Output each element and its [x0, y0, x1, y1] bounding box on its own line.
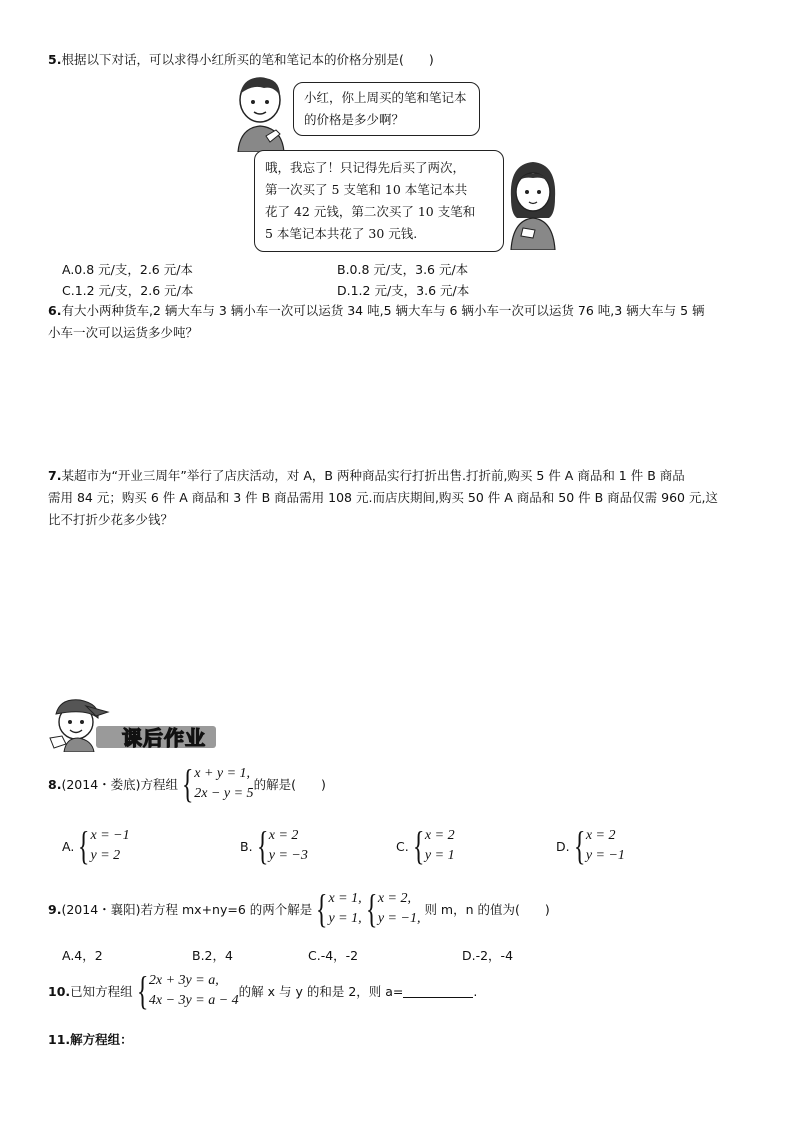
question-6 [48, 301, 705, 319]
period: . [473, 983, 478, 999]
equation: 4x − 3y = a − 4 [148, 993, 239, 1008]
equation: y = −1, [377, 911, 421, 926]
question-number: 9. [48, 901, 62, 917]
question-text: 的解是( ) [253, 777, 326, 792]
bubble-line: 的价格是多少啊？ [304, 112, 405, 127]
boy-speech-bubble [293, 82, 480, 136]
question-number: 7. [48, 468, 62, 483]
option-d[interactable]: D.-2，-4 [462, 948, 514, 963]
brace-icon: { [316, 886, 328, 931]
option-d[interactable] [556, 823, 625, 868]
brace-icon: { [365, 886, 378, 931]
brace-icon: { [573, 823, 585, 868]
option-c[interactable]: C.1.2 元/支，2.6 元/本 [62, 283, 194, 298]
equation: x = 2 [268, 828, 299, 843]
option-label: B. [240, 838, 253, 854]
equation: y = −1 [585, 848, 625, 863]
equation: x = −1 [90, 828, 130, 843]
question-9 [48, 886, 550, 931]
option-b[interactable]: B.2，4 [192, 948, 233, 963]
bubble-line: 花了 42 元钱，第二次买了 10 支笔和 [265, 204, 476, 219]
option-label: A. [62, 838, 75, 854]
equation: x = 2 [585, 828, 616, 843]
question-text: 根据以下对话，可以求得小红所买的笔和笔记本的价格分别是( ) [61, 52, 434, 67]
question-11 [48, 1030, 133, 1048]
solution-1 [312, 886, 362, 931]
girl-illustration [505, 158, 561, 250]
question-text: (2014・娄底)方程组 [61, 777, 179, 792]
question-7-cont: 需用 84 元；购买 6 件 A 商品和 3 件 B 商品需用 108 元.而店庆期间,购买 50 件 A 商品和 50 件 B 商品仅需 960 元,这 [48, 490, 718, 505]
option-c[interactable]: C.-4，-2 [308, 948, 359, 963]
question-6-cont: 小车一次可以运货多少吨？ [48, 325, 199, 340]
bubble-line: 哦，我忘了！只记得先后买了两次， [265, 160, 466, 175]
question-number: 11. [48, 1032, 71, 1047]
question-10 [48, 968, 478, 1013]
equation: y = −3 [268, 848, 308, 863]
equation-system [178, 761, 254, 806]
brace-icon: { [78, 823, 90, 868]
question-text: 的解 x 与 y 的和是 2，则 a= [238, 984, 404, 999]
equation: x = 2 [424, 828, 455, 843]
option-b[interactable] [240, 823, 308, 868]
girl-speech-bubble [254, 150, 504, 252]
question-text: (2014・襄阳)若方程 mx+ny=6 的两个解是 [61, 902, 313, 917]
equation: 2x + 3y = a, [148, 973, 219, 988]
bubble-line: 第一次买了 5 支笔和 10 本笔记本共 [265, 182, 468, 197]
banner-title: 课后作业 [122, 726, 206, 750]
equation: 2x − y = 5 [194, 786, 254, 801]
equation: y = 1 [424, 848, 455, 863]
equation: y = 1, [328, 911, 362, 926]
brace-icon: { [136, 968, 149, 1013]
option-a[interactable] [62, 823, 130, 868]
question-number: 10. [48, 983, 71, 999]
option-d[interactable]: D.1.2 元/支，3.6 元/本 [337, 283, 470, 298]
question-text: 有大小两种货车,2 辆大车与 3 辆小车一次可以运货 34 吨,5 辆大车与 6 辆小车一次可以运货 76 吨,3 辆大车与 5 辆 [61, 303, 705, 318]
question-text: 解方程组： [70, 1032, 133, 1047]
question-text: 某超市为“开业三周年”举行了店庆活动，对 A，B 两种商品实行打折出售.打折前,购买 5 件 A 商品和 1 件 B 商品 [61, 468, 685, 483]
question-text: 则 m，n 的值为( ) [424, 902, 550, 917]
equation: x = 1, [328, 891, 362, 906]
option-b[interactable]: B.0.8 元/支，3.6 元/本 [337, 262, 469, 277]
option-c[interactable] [396, 823, 455, 868]
equation: y = 2 [90, 848, 121, 863]
equation: x + y = 1, [194, 766, 251, 781]
answer-blank[interactable] [403, 985, 473, 998]
option-a[interactable]: A.4，2 [62, 948, 103, 963]
solution-2 [362, 886, 421, 931]
question-5 [48, 50, 434, 68]
question-number: 8. [48, 776, 62, 792]
brace-icon: { [256, 823, 268, 868]
equation: x = 2, [377, 891, 412, 906]
boy-illustration [230, 72, 292, 152]
question-7 [48, 466, 685, 484]
brace-icon: { [412, 823, 425, 868]
brace-icon: { [181, 761, 194, 806]
option-label: D. [556, 838, 570, 854]
question-8 [48, 761, 326, 806]
bubble-line: 5 本笔记本共花了 30 元钱. [265, 226, 418, 241]
option-a[interactable]: A.0.8 元/支，2.6 元/本 [62, 262, 193, 277]
question-number: 6. [48, 303, 62, 318]
equation-system [133, 968, 239, 1013]
question-7-cont: 比不打折少花多少钱？ [48, 512, 174, 527]
question-text: 已知方程组 [70, 984, 133, 999]
question-number: 5. [48, 52, 62, 67]
option-label: C. [396, 838, 409, 854]
homework-banner [46, 696, 216, 752]
bubble-line: 小红，你上周买的笔和笔记本 [304, 90, 467, 105]
